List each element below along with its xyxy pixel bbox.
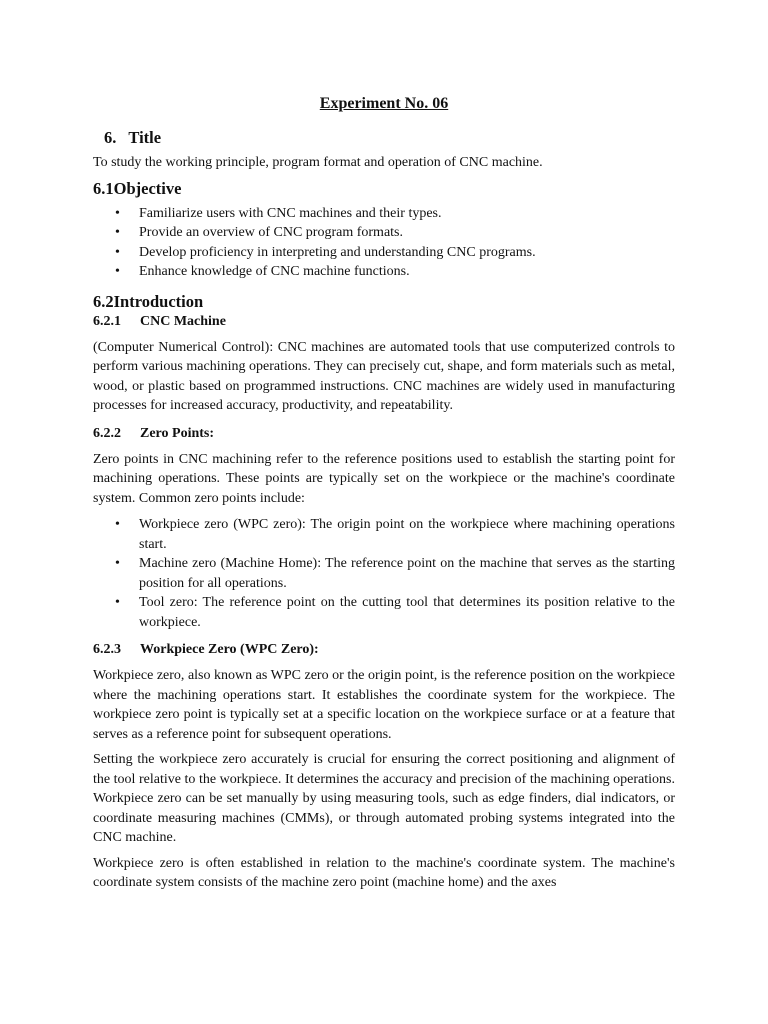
- objective-list: [93, 204, 675, 282]
- zero-points-label: Zero Points:: [140, 425, 215, 441]
- zero-points-paragraph: Zero points in CNC machining refer to the reference positions used to establish the starting point for machining operations. These points are typically set on the workpiece or the machine's coordinate system. Common zero points include:: [93, 451, 675, 506]
- cnc-machine-heading: [93, 314, 675, 330]
- list-item: • Familiarize users with CNC machines and their types.: [93, 204, 675, 224]
- list-item: • Develop proficiency in interpreting and understanding CNC programs.: [93, 243, 675, 263]
- title-number: 6.: [104, 128, 117, 147]
- title-heading: [93, 128, 675, 148]
- objective-heading: [93, 179, 675, 199]
- list-item: • Tool zero: The reference point on the cutting tool that determines its position relative to the workpiece.: [93, 593, 675, 632]
- workpiece-zero-paragraph-2: Setting the workpiece zero accurately is crucial for ensuring the correct positioning and alignment of the tool relative to the workpiece. It determines the accuracy and precision of the machining operations. Workpiece zero can be set manually by using measuring tools, such as edge finders, dial indicators, or coordinate measuring machines (CMMs), or through automated probing systems integrated into the CNC machine.: [93, 752, 675, 845]
- list-item: • Machine zero (Machine Home): The reference point on the machine that serves as the starting position for all operations.: [93, 554, 675, 593]
- zero-points-list: [93, 515, 675, 632]
- cnc-machine-label: CNC Machine: [140, 313, 226, 329]
- objective-number: 6.1: [93, 178, 114, 198]
- experiment-heading: Experiment No. 06: [319, 95, 449, 112]
- list-item: • Enhance knowledge of CNC machine functions.: [93, 262, 675, 282]
- objective-label: Objective: [113, 178, 182, 198]
- list-item: • Provide an overview of CNC program formats.: [93, 223, 675, 243]
- introduction-label: Introduction: [113, 291, 204, 311]
- title-label: Title: [128, 128, 162, 147]
- workpiece-zero-paragraph-1: Workpiece zero, also known as WPC zero or the origin point, is the reference position on the workpiece where the machining operations start. It establishes the coordinate system for the workpiece. The workpiece zero point is typically set at a specific location on the workpiece surface or at a feature that serves as a reference point for subsequent operations.: [93, 668, 675, 742]
- zero-points-number: 6.2.2: [93, 425, 121, 441]
- workpiece-zero-paragraph-3: Workpiece zero is often established in relation to the machine's coordinate system. The machine's coordinate system consists of the machine zero point (machine home) and the axes: [93, 855, 675, 890]
- cnc-machine-paragraph: (Computer Numerical Control): CNC machines are automated tools that use computerized controls to perform various machining operations. They can precisely cut, shape, and form materials such as metal, wood, or plastic based on programmed instructions. CNC machines are widely used in manufacturing processes for increased accuracy, productivity, and repeatability.: [93, 339, 675, 413]
- title-text: To study the working principle, program format and operation of CNC machine.: [93, 155, 543, 170]
- zero-points-heading: [93, 426, 675, 442]
- workpiece-zero-label: Workpiece Zero (WPC Zero):: [140, 642, 319, 657]
- introduction-number: 6.2: [93, 291, 114, 311]
- list-item: • Workpiece zero (WPC zero): The origin point on the workpiece where machining operations start.: [93, 515, 675, 554]
- workpiece-zero-number: 6.2.3: [93, 642, 121, 657]
- workpiece-zero-heading: [93, 642, 675, 658]
- cnc-machine-number: 6.2.1: [93, 313, 121, 329]
- introduction-heading: [93, 292, 675, 312]
